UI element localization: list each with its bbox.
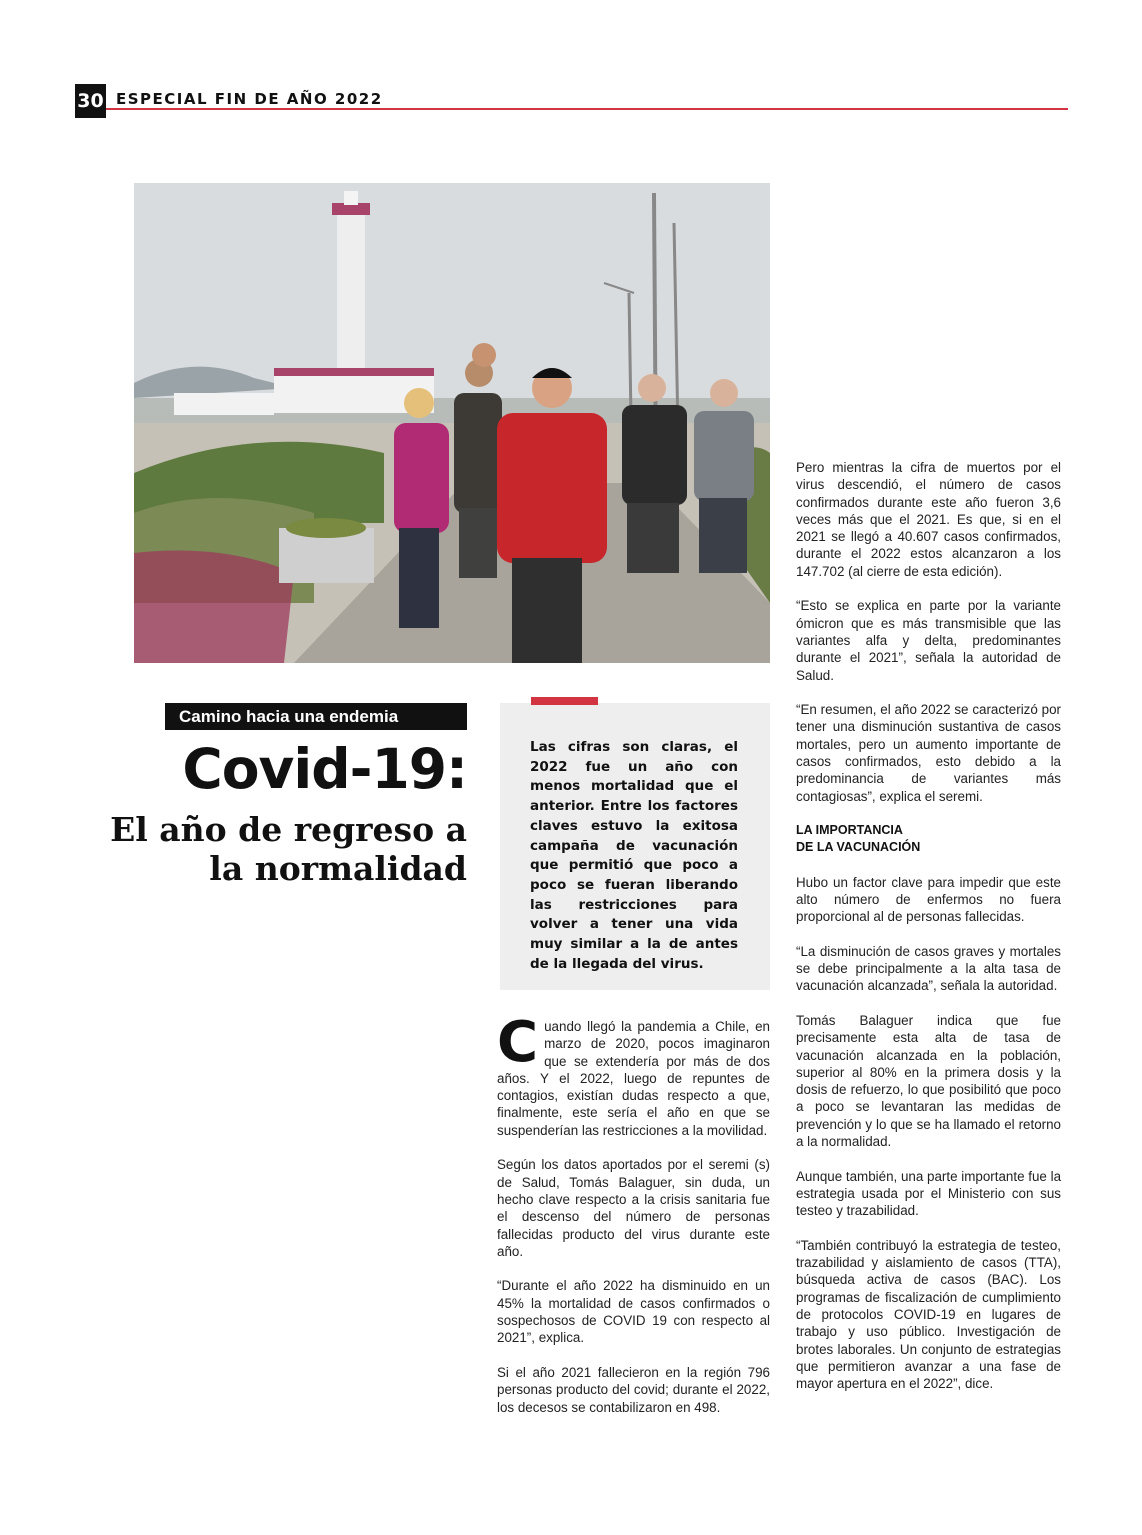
paragraph: Pero mientras la cifra de muertos por el virus descendió, el número de casos confirmados durante este año fueron 3,6 veces más que el 2021. Es que, si en el 2021 se llegó a 40.607 casos confirmados, durante el 2022 estos alcanzaron a los 147.702 (al cierre de esta edición).	[796, 460, 1061, 579]
paragraph: “Esto se explica en parte por la variante ómicron que es más transmisible que las variantes alfa y delta, predominantes durante el 2021”, señala la autoridad de Salud.	[796, 598, 1061, 683]
subhead-line-2: DE LA VACUNACIÓN	[796, 840, 921, 855]
paragraph: Aunque también, una parte importante fue la estrategia usada por el Ministerio con sus testeo y trazabilidad.	[796, 1168, 1062, 1219]
paragraph: “La disminución de casos graves y mortales se debe principalmente a la alta tasa de vacunación alcanzada”, señala la autoridad.	[796, 943, 1061, 994]
paragraph: “En resumen, el año 2022 se caracterizó por tener una disminución sustantiva de casos mortales, pero un aumento importante de casos confirmados, esto debido a la predominancia de variantes más contagiosas”, explica el seremi.	[796, 702, 1061, 804]
subhead-line-1: LA IMPORTANCIA	[796, 823, 903, 838]
header-rule	[106, 108, 1068, 110]
body-column-2	[796, 459, 1061, 1410]
photo-illustration	[134, 183, 770, 663]
kicker-label: Camino hacia una endemia	[165, 703, 467, 730]
pull-quote: Las cifras son claras, el 2022 fue un año con menos mortalidad que el anterior. Entre los factores claves estuvo la exitosa campaña de vacunación que permitió que poco a poco se fueran liberando las restricciones para volver a tener una vida muy similar a la de antes de la llegada del virus.	[530, 739, 738, 972]
pull-quote-accent	[531, 697, 598, 705]
paragraph-text: uando llegó la pandemia a Chile, en marzo de 2020, pocos imaginaron que se extendería por más de dos años. Y el 2022, luego de repuntes de contagios, existían dudas respecto a que, finalmente, este sería el año en que se suspenderían las restricciones a la movilidad.	[497, 1019, 770, 1138]
paragraph: Si el año 2021 fallecieron en la región 796 personas producto del covid; durante el 2022, los decesos se contabilizaron en 498.	[497, 1364, 770, 1415]
section-subhead	[796, 822, 1061, 856]
article-title: Covid-19:	[182, 737, 467, 801]
paragraph: “Durante el año 2022 ha disminuido en un 45% la mortalidad de casos confirmados o sospechosos de COVID 19 con respecto al 2021”, explica.	[497, 1278, 770, 1346]
paragraph: Hubo un factor clave para impedir que este alto número de enfermos no fuera proporcional al de personas fallecidas.	[796, 874, 1061, 925]
drop-cap: C	[497, 1010, 539, 1075]
page-number: 30	[75, 84, 106, 118]
article-subtitle: El año de regreso a la normalidad	[110, 810, 467, 888]
paragraph	[497, 1010, 770, 1139]
paragraph: “También contribuyó la estrategia de testeo, trazabilidad y aislamiento de casos (TTA), búsqueda activa de casos (BAC). Los programas de fiscalización de cumplimiento de protocolos COVID-19 en lugares de trabajo y uso público. Investigación de brotes laborales. Un conjunto de estrategias que permitieron avanzar a una fase de mayor apertura en el 2022”, dice.	[796, 1237, 1061, 1392]
section-title: ESPECIAL FIN DE AÑO 2022	[116, 90, 383, 108]
paragraph: Según los datos aportados por el seremi (s) de Salud, Tomás Balaguer, sin duda, un hecho clave respecto a la crisis sanitaria fue el descenso del número de personas fallecidas producto del virus durante este año.	[497, 1157, 770, 1259]
article-photo	[134, 183, 770, 663]
paragraph: Tomás Balaguer indica que fue precisamente esta alta de tasa de vacunación alcanzada en la población, superior al 80% en la primera dosis y la dosis de refuerzo, lo que posibilitó que poco a poco se levantaran las medidas de prevención y lo que se ha llamado el retorno a la normalidad.	[796, 1012, 1061, 1149]
body-column-1	[497, 1010, 770, 1433]
